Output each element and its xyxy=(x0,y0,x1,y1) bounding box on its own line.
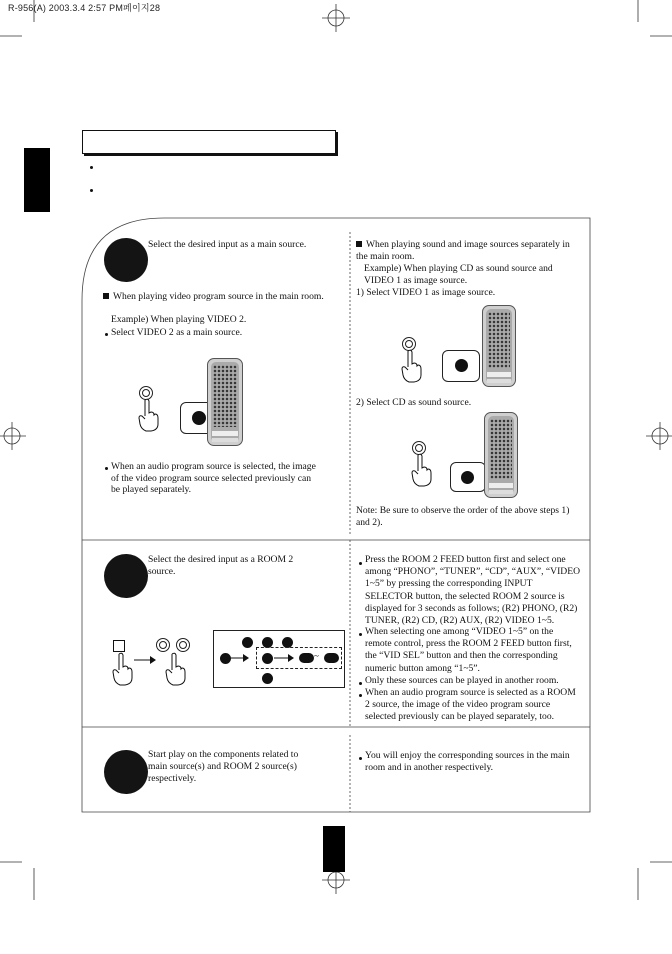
remote-closeup xyxy=(442,350,480,382)
step-1-right-heading-text: When playing sound and image sources separately in the main room. xyxy=(356,239,570,262)
cd-remote-key-icon xyxy=(461,471,474,484)
step-1-right-step1: 1) Select VIDEO 1 as image source. xyxy=(356,287,496,298)
remote-key-icon xyxy=(242,637,253,648)
bullet-dot xyxy=(359,757,362,760)
remote-closeup xyxy=(450,462,486,492)
remote-control-icon xyxy=(207,358,243,446)
room2-feed-button-icon xyxy=(113,640,125,652)
video2-remote-key-icon xyxy=(192,411,206,425)
hand-press-icon xyxy=(111,652,133,686)
step-2-bullet-3: Only these sources can be played in another room. xyxy=(365,675,559,686)
video1-remote-key-icon xyxy=(455,359,468,372)
remote-control-icon xyxy=(484,412,518,498)
arrow-right-icon xyxy=(231,653,251,663)
hand-press-icon xyxy=(137,398,159,432)
step-2-bullet-4: When an audio program source is selected as a ROOM 2 source, the image of the video program source selected previously can be played separately, too. xyxy=(365,687,576,723)
hand-press-icon xyxy=(164,652,186,686)
numeric-key-icon xyxy=(299,653,314,663)
step-1-example: Example) When playing VIDEO 2. xyxy=(111,314,247,325)
numeric-key-icon xyxy=(324,653,339,663)
remote-control-icon xyxy=(482,305,516,387)
square-bullet xyxy=(356,241,362,247)
print-info: R-956(A) 2003.3.4 2:57 PM페이지28 xyxy=(8,3,161,13)
step-1-sub-heading xyxy=(103,291,328,303)
step-1-action: Select VIDEO 2 as a main source. xyxy=(111,327,243,338)
page-number-block xyxy=(323,826,345,872)
step-1-heading: Select the desired input as a main source. xyxy=(148,239,307,250)
step-1-sub-heading-text: When playing video program source in the main room. xyxy=(113,291,324,302)
step-1-note: When an audio program source is selected, the image of the video program source selected previously can be played separately. xyxy=(111,461,316,496)
arrow-right-icon xyxy=(274,653,296,663)
remote-key-icon xyxy=(262,673,273,684)
remote-key-diagram xyxy=(213,630,345,688)
step-1-right-step2: 2) Select CD as sound source. xyxy=(356,397,472,408)
step-1-badge xyxy=(104,238,148,282)
step-3-bullet: You will enjoy the corresponding sources in the main room and in another respectively. xyxy=(365,750,570,774)
tilde-separator: ~ xyxy=(314,651,319,661)
step-2-badge xyxy=(104,554,148,598)
step-3-heading: Start play on the components related to main source(s) and ROOM 2 source(s) respectively. xyxy=(148,749,299,785)
input-selector-button-icon xyxy=(176,638,190,652)
arrow-right-icon xyxy=(134,655,158,665)
vid-sel-key-icon xyxy=(262,653,273,664)
room2-feed-key-icon xyxy=(220,653,231,664)
hand-press-icon xyxy=(410,453,432,487)
step-1-right-note: Note: Be sure to observe the order of the above steps 1) and 2). xyxy=(356,505,570,528)
step-3-badge xyxy=(104,750,148,794)
bullet-dot xyxy=(359,682,362,685)
step-1-right-heading xyxy=(356,239,574,262)
step-1-right-example: Example) When playing CD as sound source and VIDEO 1 as image source. xyxy=(364,263,553,286)
step-2-bullet-2: When selecting one among “VIDEO 1~5” on the remote control, press the ROOM 2 FEED button first, the “VID SEL” button and then the corresponding numeric button among “1~5”. xyxy=(365,626,572,674)
bullet-dot xyxy=(105,467,108,470)
hand-press-icon xyxy=(400,349,422,383)
bullet-dot xyxy=(359,694,362,697)
bullet-dot xyxy=(359,633,362,636)
bullet-dot xyxy=(105,333,108,336)
step-2-heading: Select the desired input as a ROOM 2 source. xyxy=(148,554,294,577)
input-selector-button-icon xyxy=(156,638,170,652)
square-bullet xyxy=(103,293,109,299)
bullet-dot xyxy=(359,562,362,565)
step-2-bullet-1: Press the ROOM 2 FEED button first and select one among “PHONO”, “TUNER”, “CD”, “AUX”, “VIDEO 1~5” by pressing the corresponding INPUT SELECTOR button, the selected ROOM 2 source is displayed for 3 seconds as follows; (R2) PHONO, (R2) TUNER, (R2) CD, (R2) AUX, (R2) VIDEO 1~5. xyxy=(365,554,580,627)
